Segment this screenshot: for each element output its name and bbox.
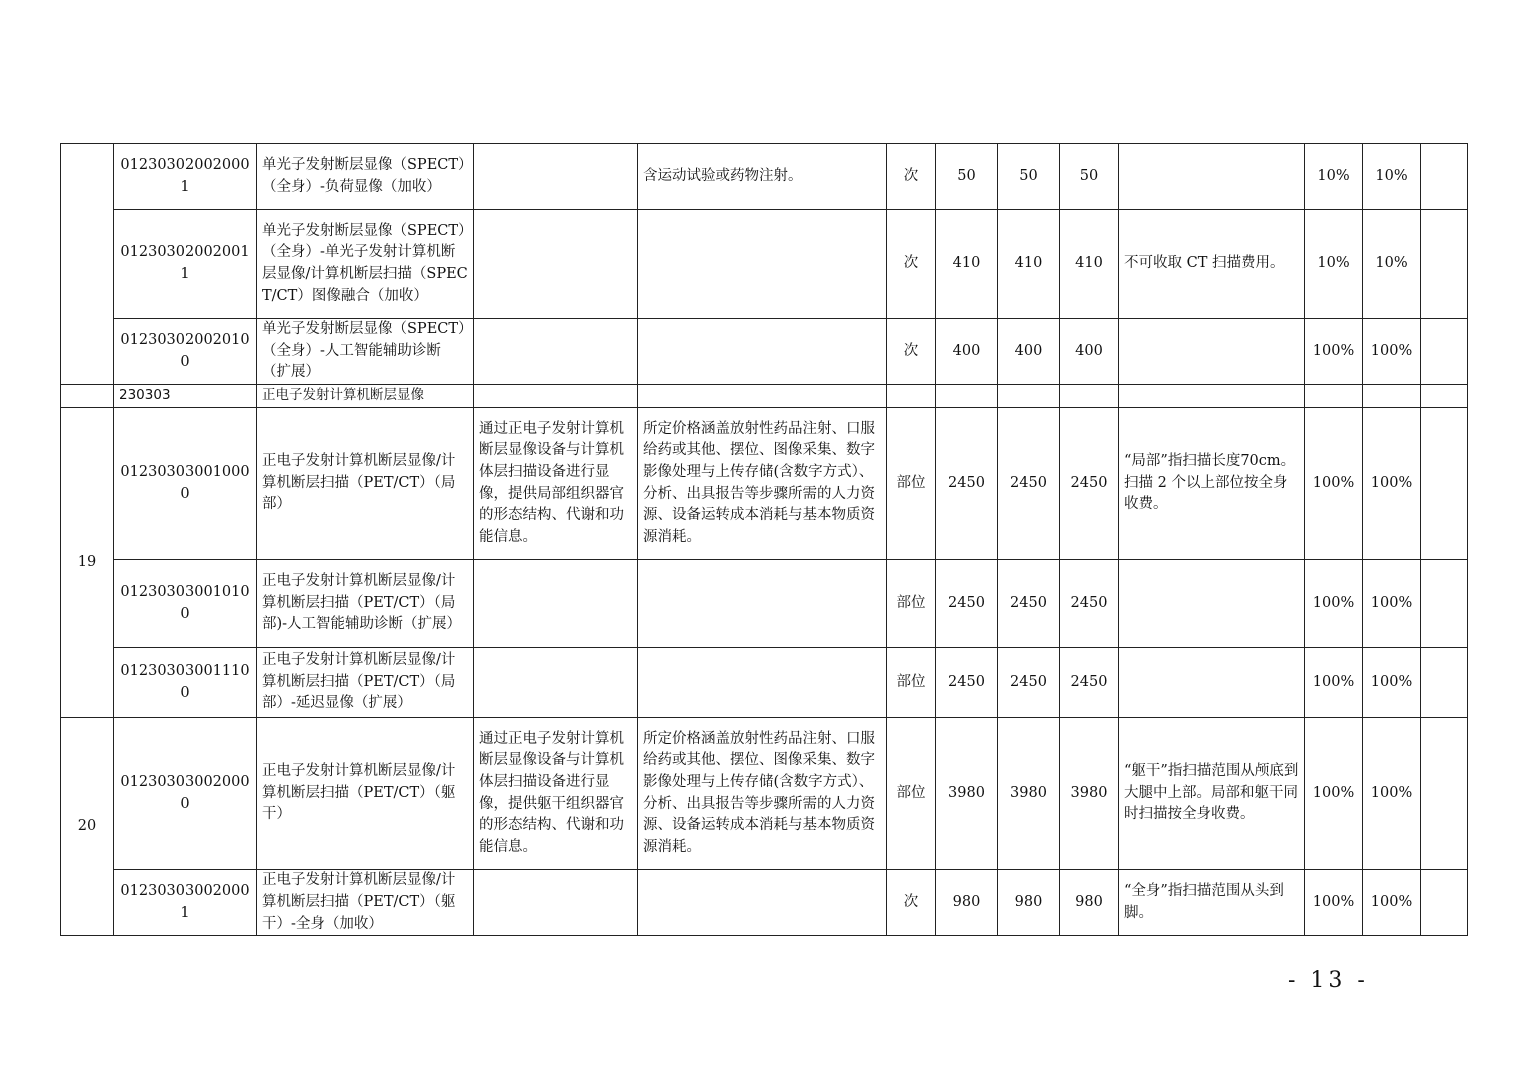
ratio-1: 10%	[1305, 210, 1363, 319]
price-1	[936, 385, 998, 408]
item-description: 所定价格涵盖放射性药品注射、口服给药或其他、摆位、图像采集、数字影像处理与上传存储(含数字方式）、分析、出具报告等步骤所需的人力资源、设备运转成本消耗与基本物质资源消耗。	[638, 408, 887, 560]
item-unit: 部位	[887, 408, 936, 560]
ratio-2: 100%	[1363, 319, 1421, 385]
item-name: 正电子发射计算机断层显像/计算机断层扫描（PET/CT）（局部)-人工智能辅助诊断（扩展）	[257, 560, 474, 648]
item-code: 012303030020000	[114, 718, 257, 870]
item-note	[1119, 144, 1305, 210]
item-note: “局部”指扫描长度70cm。扫描 2 个以上部位按全身收费。	[1119, 408, 1305, 560]
price-1: 50	[936, 144, 998, 210]
item-name: 正电子发射计算机断层显像/计算机断层扫描（PET/CT）（躯干）-全身（加收）	[257, 870, 474, 936]
item-number: 20	[61, 718, 114, 936]
price-2: 2450	[998, 560, 1060, 648]
item-name: 正电子发射计算机断层显像/计算机断层扫描（PET/CT）（躯干）	[257, 718, 474, 870]
item-code: 012303030010100	[114, 560, 257, 648]
item-name: 正电子发射计算机断层显像/计算机断层扫描（PET/CT）（局部）	[257, 408, 474, 560]
price-1: 3980	[936, 718, 998, 870]
item-code: 012303020020011	[114, 210, 257, 319]
ratio-2: 100%	[1363, 718, 1421, 870]
item-content	[474, 319, 638, 385]
table-row	[61, 408, 1468, 560]
price-2: 2450	[998, 408, 1060, 560]
table-row	[61, 648, 1468, 718]
item-note	[1119, 385, 1305, 408]
item-description	[638, 560, 887, 648]
item-content: 通过正电子发射计算机断层显像设备与计算机体层扫描设备进行显像，提供躯干组织器官的形态结构、代谢和功能信息。	[474, 718, 638, 870]
item-code: 012303030010000	[114, 408, 257, 560]
item-name: 单光子发射断层显像（SPECT）（全身）-单光子发射计算机断层显像/计算机断层扫描（SPECT/CT）图像融合（加收）	[257, 210, 474, 319]
ratio-2	[1363, 385, 1421, 408]
item-unit: 次	[887, 210, 936, 319]
price-3: 2450	[1060, 648, 1119, 718]
price-3: 2450	[1060, 560, 1119, 648]
price-2	[998, 385, 1060, 408]
price-3: 2450	[1060, 408, 1119, 560]
extra-cell	[1421, 718, 1468, 870]
price-2: 3980	[998, 718, 1060, 870]
price-table	[60, 143, 1468, 936]
item-description	[638, 319, 887, 385]
price-1: 2450	[936, 408, 998, 560]
ratio-1: 100%	[1305, 319, 1363, 385]
ratio-2: 100%	[1363, 870, 1421, 936]
item-unit: 次	[887, 870, 936, 936]
table-row	[61, 144, 1468, 210]
price-2: 980	[998, 870, 1060, 936]
item-unit: 次	[887, 144, 936, 210]
extra-cell	[1421, 560, 1468, 648]
item-content	[474, 385, 638, 408]
item-number	[61, 385, 114, 408]
item-note	[1119, 648, 1305, 718]
ratio-2: 100%	[1363, 648, 1421, 718]
item-content: 通过正电子发射计算机断层显像设备与计算机体层扫描设备进行显像，提供局部组织器官的形态结构、代谢和功能信息。	[474, 408, 638, 560]
item-note	[1119, 560, 1305, 648]
price-2: 50	[998, 144, 1060, 210]
table-row	[61, 319, 1468, 385]
item-description	[638, 870, 887, 936]
price-1: 980	[936, 870, 998, 936]
item-content	[474, 210, 638, 319]
item-description: 含运动试验或药物注射。	[638, 144, 887, 210]
item-description	[638, 385, 887, 408]
item-note: “全身”指扫描范围从头到脚。	[1119, 870, 1305, 936]
table-row	[61, 560, 1468, 648]
item-content	[474, 144, 638, 210]
item-code: 012303030011100	[114, 648, 257, 718]
ratio-1: 100%	[1305, 870, 1363, 936]
item-name: 正电子发射计算机断层显像/计算机断层扫描（PET/CT）（局部）-延迟显像（扩展）	[257, 648, 474, 718]
item-description	[638, 210, 887, 319]
price-1: 400	[936, 319, 998, 385]
item-code: 012303030020001	[114, 870, 257, 936]
extra-cell	[1421, 144, 1468, 210]
item-description: 所定价格涵盖放射性药品注射、口服给药或其他、摆位、图像采集、数字影像处理与上传存储(含数字方式）、分析、出具报告等步骤所需的人力资源、设备运转成本消耗与基本物质资源消耗。	[638, 718, 887, 870]
price-1: 2450	[936, 560, 998, 648]
ratio-1	[1305, 385, 1363, 408]
item-content	[474, 560, 638, 648]
item-number: 19	[61, 408, 114, 718]
table-row	[61, 210, 1468, 319]
item-note: 不可收取 CT 扫描费用。	[1119, 210, 1305, 319]
price-2: 2450	[998, 648, 1060, 718]
ratio-2: 100%	[1363, 408, 1421, 560]
item-unit: 部位	[887, 718, 936, 870]
extra-cell	[1421, 385, 1468, 408]
category-row	[61, 385, 1468, 408]
table-row	[61, 718, 1468, 870]
category-code: 230303	[114, 385, 257, 408]
ratio-1: 100%	[1305, 560, 1363, 648]
price-3: 3980	[1060, 718, 1119, 870]
item-content	[474, 870, 638, 936]
item-code: 012303020020100	[114, 319, 257, 385]
item-description	[638, 648, 887, 718]
ratio-1: 100%	[1305, 718, 1363, 870]
table-row	[61, 870, 1468, 936]
ratio-2: 100%	[1363, 560, 1421, 648]
item-unit: 部位	[887, 648, 936, 718]
item-name: 单光子发射断层显像（SPECT）（全身）-负荷显像（加收）	[257, 144, 474, 210]
price-1: 410	[936, 210, 998, 319]
page-number: - 13 -	[1288, 968, 1369, 993]
price-3: 410	[1060, 210, 1119, 319]
item-code: 012303020020001	[114, 144, 257, 210]
ratio-2: 10%	[1363, 210, 1421, 319]
ratio-1: 100%	[1305, 408, 1363, 560]
item-unit	[887, 385, 936, 408]
price-3: 980	[1060, 870, 1119, 936]
price-3: 400	[1060, 319, 1119, 385]
item-content	[474, 648, 638, 718]
extra-cell	[1421, 870, 1468, 936]
item-note	[1119, 319, 1305, 385]
extra-cell	[1421, 319, 1468, 385]
item-name: 单光子发射断层显像（SPECT）（全身）-人工智能辅助诊断（扩展）	[257, 319, 474, 385]
ratio-2: 10%	[1363, 144, 1421, 210]
item-unit: 部位	[887, 560, 936, 648]
price-2: 410	[998, 210, 1060, 319]
item-note: “躯干”指扫描范围从颅底到大腿中上部。局部和躯干同时扫描按全身收费。	[1119, 718, 1305, 870]
price-3	[1060, 385, 1119, 408]
ratio-1: 10%	[1305, 144, 1363, 210]
extra-cell	[1421, 648, 1468, 718]
price-3: 50	[1060, 144, 1119, 210]
price-1: 2450	[936, 648, 998, 718]
item-number	[61, 144, 114, 385]
item-unit: 次	[887, 319, 936, 385]
extra-cell	[1421, 408, 1468, 560]
price-2: 400	[998, 319, 1060, 385]
extra-cell	[1421, 210, 1468, 319]
category-name: 正电子发射计算机断层显像	[257, 385, 474, 408]
ratio-1: 100%	[1305, 648, 1363, 718]
